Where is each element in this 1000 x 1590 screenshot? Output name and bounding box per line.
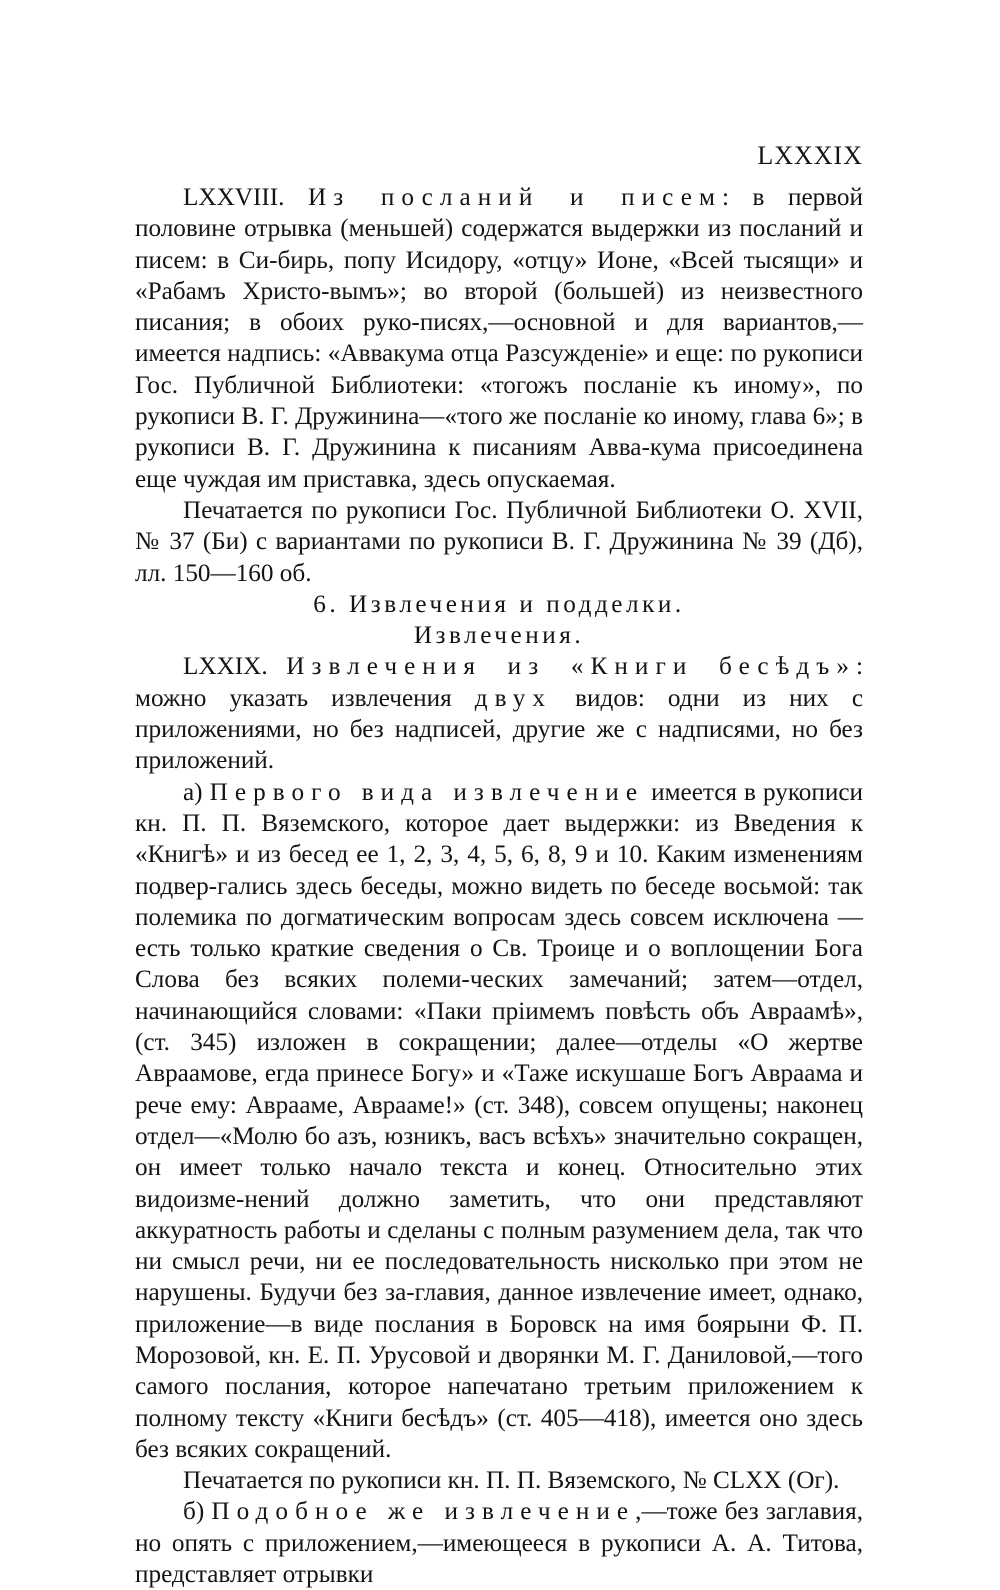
item-a-body: имеется в рукописи кн. П. П. Вяземского, которое дает выдержки: из Введения к «Книгѣ» и из бесед ее 1, 2, 3, 4, 5, 6, 8, 9 и 10. Каким изменениям подвер-гались здесь беседы, можно видеть по беседе восьмой: так полемика по догматическим вопросам здесь совсем исключена — есть только краткие сведения о Св. Троице и о воплощении Бога Слова без всяких полеми-ческих замечаний; затем—отдел, начинающийся словами: «Паки пріимемъ повѣсть объ Авраамѣ», (ст. 345) изложен в сокращении; далее—отделы «О жертве Авраамове, егда принесе Богу» и «Таже искушаше Богъ Авраама и рече ему: Аврааме, Аврааме!» (ст. 348), совсем опущены; наконец отдел—«Молю бо азъ, юзникъ, васъ всѣхъ» значительно сокращен, он имеет только начало текста и конец. Относительно этих видоизме-нений должно заметить, что они представляют аккуратность работы и сделаны с полным разумением дела, так что ни смысл речи, ни ее последовательность нисколько при этом не нарушены. Будучи без за-главия, данное извлечение имеет, однако, приложение—в виде послания в Боровск на имя боярыни Ф. П. Морозовой, кн. Е. П. Урусовой и дворянки М. Г. Даниловой,—того самого послания, которое напечатано третьим приложением к полному тексту «Книги бесѣдъ» (ст. 405—418), имеется оно здесь без всяких сокращений. bbox=[135, 778, 863, 1463]
section-number-lxxviii: LXXVIII. bbox=[183, 184, 285, 211]
section-number-lxxix: LXXIX. bbox=[183, 653, 268, 681]
chapter-heading: 6. Извлечения и подделки. bbox=[313, 590, 685, 618]
paragraph-a bbox=[135, 777, 863, 1466]
page-number: LXXXIX bbox=[757, 141, 863, 170]
item-b-label: б) bbox=[183, 1498, 212, 1526]
section-intro-b: видов: одни из них с приложениями, но без надписей, другие же с надписями, но без приложений. bbox=[135, 684, 863, 775]
subheading: Извлечения. bbox=[413, 622, 585, 650]
paragraph-b bbox=[135, 1496, 863, 1590]
section-intro-a: : можно указать извлечения bbox=[135, 653, 864, 712]
section-intro-spaced: двух bbox=[474, 684, 553, 712]
paragraph-lxxviii bbox=[135, 182, 863, 495]
body-text bbox=[135, 182, 863, 1590]
section-title-lxxix: Извлечения из «Книги бесѣдъ» bbox=[286, 653, 857, 681]
item-a-title: Первого вида извлечение bbox=[209, 778, 645, 806]
item-a-label: а) bbox=[183, 778, 210, 806]
paragraph-lxxviii-source: Печатается по рукописи Гос. Публичной Библиотеки О. XVII, № 37 (Би) с вариантами по рукописи В. Г. Дружинина № 39 (Дб), лл. 150—160 об. bbox=[135, 496, 863, 587]
paragraph-a-source: Печатается по рукописи кн. П. П. Вяземского, № CLXX (Ог). bbox=[183, 1467, 840, 1495]
section-title-lxxviii: Из посланий и писем bbox=[307, 184, 722, 211]
item-b-body: ,—тоже без заглавия, но опять с приложением,—имеющееся в рукописи А. А. Титова, представляет отрывки bbox=[135, 1498, 864, 1589]
paragraph-lxxix bbox=[135, 651, 863, 776]
item-b-title: Подобное же извлечение bbox=[211, 1498, 636, 1526]
section-body-lxxviii: : в первой половине отрывка (меньшей) содержатся выдержки из посланий и писем: в Си-бирь, попу Исидору, «отцу» Ионе, «Всей тысящи» и «Рабамъ Христо-вымъ»; во второй (большей) из неизвестного писания; в обоих руко-писях,—основной и для вариантов,—имеется надпись: «Аввакума отца Разсужденіе» и еще: по рукописи Гос. Публичной Библиотеки: «тогожъ посланіе къ иному», по рукописи В. Г. Дружинина—«того же посланіе ко иному, глава 6»; в рукописи В. Г. Дружинина к писаниям Авва-кума присоединена еще чуждая им приставка, здесь опускаемая. bbox=[135, 184, 864, 493]
